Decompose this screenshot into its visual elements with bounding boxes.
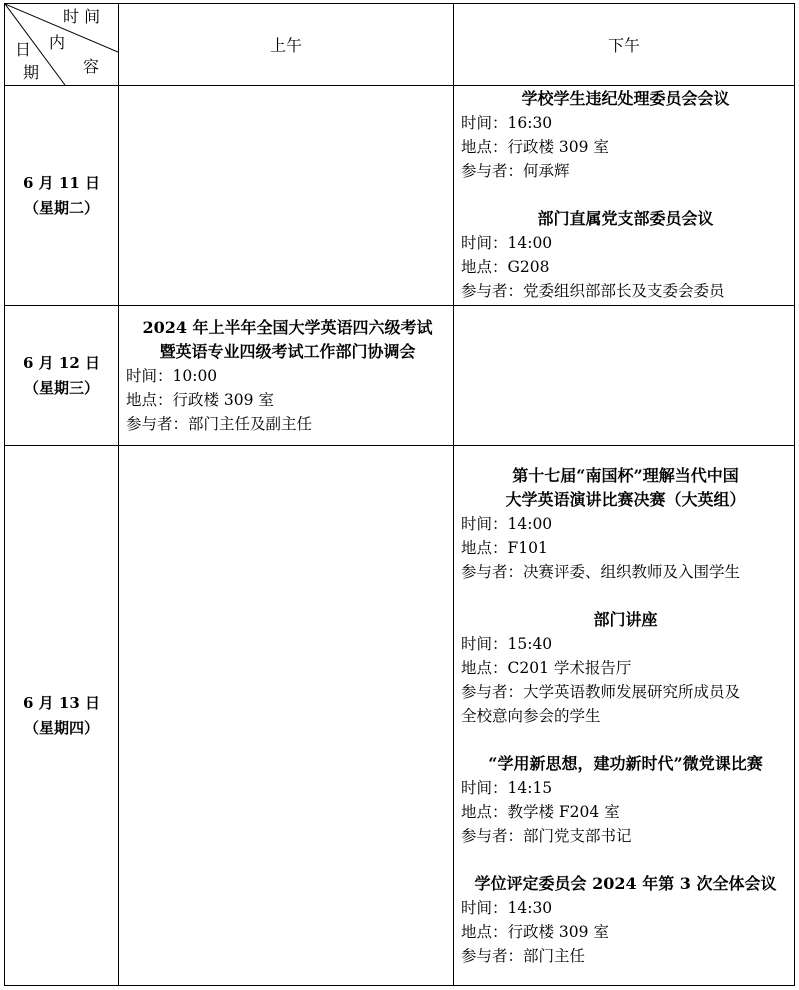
date-label: 6 月 12 日	[23, 353, 100, 372]
event-location: 地点：行政楼 309 室	[126, 391, 274, 409]
column-header-label: 上午	[269, 36, 302, 55]
event-location: 地点：C201 学术报告厅	[461, 659, 632, 677]
event-time: 时间：14:30	[461, 899, 553, 917]
weekday-label: （星期四）	[23, 718, 99, 737]
event-participants: 参与者：大学英语教师发展研究所成员及	[461, 683, 741, 701]
event-time: 时间：16:30	[461, 114, 553, 132]
event-participants: 参与者：部门主任及副主任	[126, 415, 313, 433]
event-participants: 参与者：何承辉	[461, 162, 570, 180]
event-location: 地点：G208	[461, 258, 550, 276]
event	[461, 87, 794, 183]
table-border-bottom	[4, 985, 795, 986]
table-border-right	[794, 3, 795, 986]
event-title: 学位评定委员会 2024 年第 3 次全体会议	[474, 874, 777, 893]
schedule-table	[4, 3, 795, 986]
event	[461, 207, 794, 303]
event-title: 部门直属党支部委员会议	[537, 209, 714, 228]
morning-cell	[119, 86, 453, 305]
event-title: 部门讲座	[593, 610, 658, 629]
date-cell	[5, 306, 118, 445]
event	[126, 316, 453, 436]
afternoon-cell	[454, 306, 794, 445]
event-title: “学用新思想，建功新时代”微党课比赛	[488, 754, 763, 773]
event-title: 学校学生违纪处理委员会会议	[521, 89, 730, 108]
event	[461, 752, 794, 848]
event-location: 地点：F101	[461, 539, 548, 557]
header-corner	[5, 4, 118, 85]
column-header-label: 下午	[607, 36, 640, 55]
date-label: 6 月 13 日	[23, 693, 100, 712]
morning-cell	[119, 446, 453, 985]
event	[461, 464, 794, 584]
event-participants: 参与者：党委组织部部长及支委会委员	[461, 282, 725, 300]
event-participants: 参与者：决赛评委、组织教师及入围学生	[461, 563, 741, 581]
weekday-label: （星期二）	[23, 198, 99, 217]
event-participants: 参与者：部门主任	[461, 947, 586, 965]
date-label: 6 月 11 日	[23, 173, 100, 192]
event-time: 时间：14:15	[461, 779, 553, 797]
event-title: 2024 年上半年全国大学英语四六级考试	[142, 318, 433, 337]
event-time: 时间：14:00	[461, 515, 553, 533]
corner-label-content: 容	[83, 57, 100, 76]
corner-label-time: 时 间	[63, 7, 101, 26]
weekday-label: （星期三）	[23, 378, 99, 397]
column-header-morning	[119, 4, 453, 85]
event-location: 地点：行政楼 309 室	[461, 923, 609, 941]
event-title: 大学英语演讲比赛决赛（大英组）	[505, 490, 746, 509]
date-cell	[5, 86, 118, 305]
event-title: 暨英语专业四级考试工作部门协调会	[159, 342, 416, 361]
event-time: 时间：15:40	[461, 635, 553, 653]
event-participants: 参与者：部门党支部书记	[461, 827, 632, 845]
event-time: 时间：10:00	[126, 367, 218, 385]
event-participants: 全校意向参会的学生	[461, 707, 601, 725]
event-location: 地点：教学楼 F204 室	[461, 803, 620, 821]
event-time: 时间：14:00	[461, 234, 553, 252]
event-title: 第十七届“南国杯”理解当代中国	[512, 466, 739, 485]
corner-label-content: 内	[49, 33, 66, 52]
afternoon-cell	[454, 446, 794, 985]
corner-label-date: 日	[15, 40, 32, 59]
column-header-afternoon	[454, 4, 794, 85]
corner-label-date: 期	[23, 63, 40, 82]
event	[461, 872, 794, 968]
afternoon-cell	[454, 86, 794, 305]
event-location: 地点：行政楼 309 室	[461, 138, 609, 156]
morning-cell	[119, 306, 453, 445]
date-cell	[5, 446, 118, 985]
event	[461, 608, 794, 728]
